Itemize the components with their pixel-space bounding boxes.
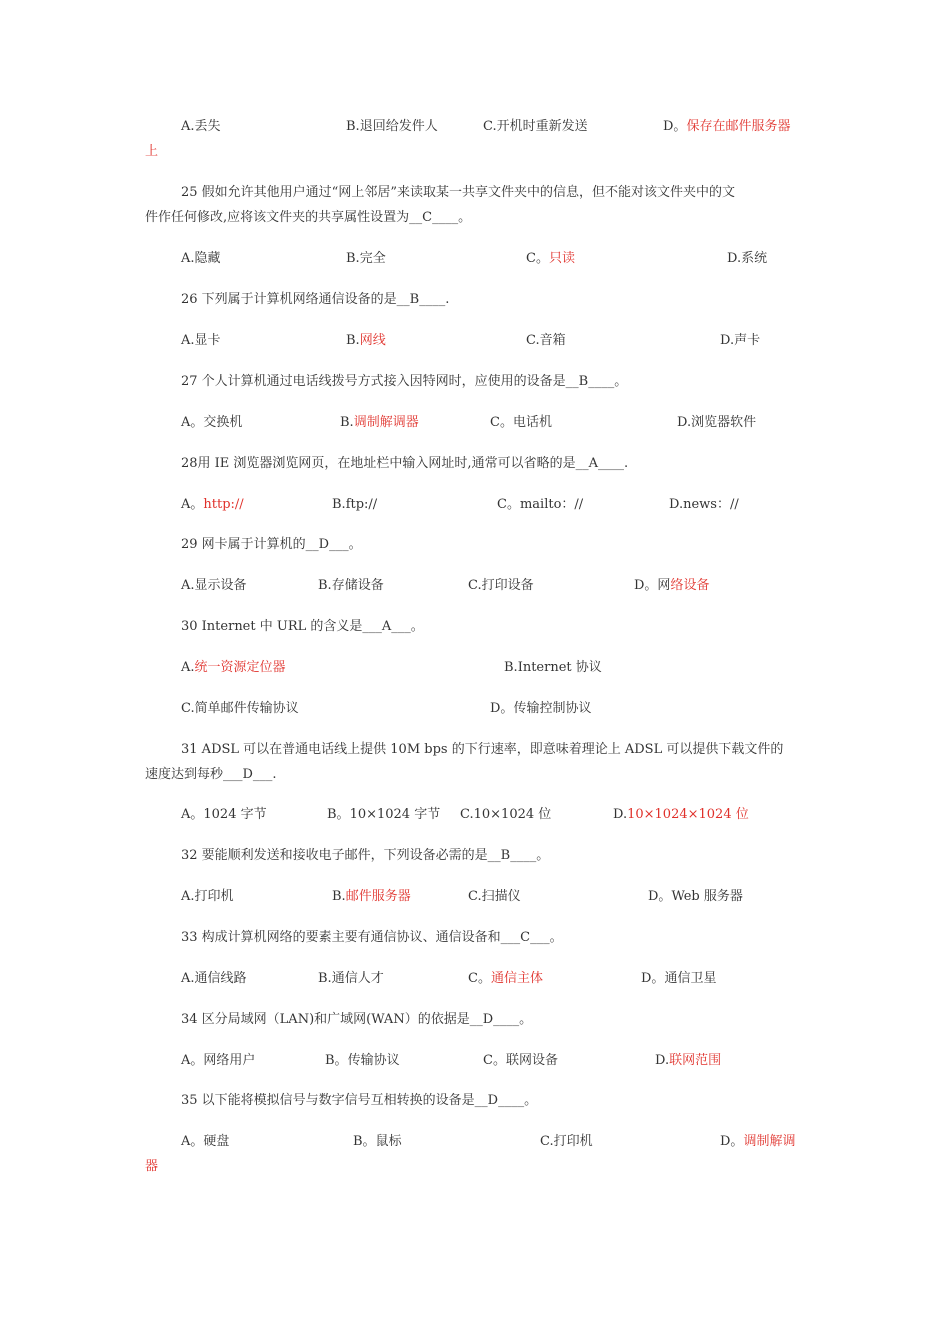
- q35-option-d: D。调制解调: [720, 1134, 796, 1149]
- q26-option-c: C.音箱: [526, 333, 566, 348]
- q30-option-a: A.统一资源定位器: [181, 660, 286, 675]
- q28-option-b: B.ftp://: [332, 497, 378, 512]
- q29-option-a: A.显示设备: [181, 578, 247, 593]
- q31-option-b: B。10×1024 字节: [327, 807, 441, 822]
- q25-option-a: A.隐藏: [181, 251, 221, 266]
- q28-option-d: D.news：//: [669, 497, 739, 512]
- q34-option-b: B。传输协议: [325, 1053, 400, 1068]
- q31-option-c: C.10×1024 位: [460, 807, 552, 822]
- q31-stem-line2: 速度达到每秒___D___.: [145, 767, 277, 782]
- q28-stem: 28用 IE 浏览器浏览网页，在地址栏中输入网址时,通常可以省略的是__A____.: [181, 456, 629, 471]
- q33-stem: 33 构成计算机网络的要素主要有通信协议、通信设备和___C___。: [181, 930, 563, 945]
- q28-option-c: C。mailto：//: [497, 497, 584, 512]
- q35-option-c: C.打印机: [540, 1134, 593, 1149]
- q32-option-b: B.邮件服务器: [332, 889, 411, 904]
- q34-option-c: C。联网设备: [483, 1053, 558, 1068]
- q33-option-d: D。通信卫星: [641, 971, 717, 986]
- q25-option-d: D.系统: [727, 251, 768, 266]
- q29-option-c: C.打印设备: [468, 578, 534, 593]
- q35-stem: 35 以下能将模拟信号与数字信号互相转换的设备是__D____。: [181, 1093, 538, 1108]
- q32-option-c: C.扫描仪: [468, 889, 521, 904]
- q34-stem: 34 区分局域网（LAN)和广域网(WAN）的依据是__D____。: [181, 1012, 533, 1027]
- q33-option-b: B.通信人才: [318, 971, 384, 986]
- q33-option-c: C。通信主体: [468, 971, 543, 986]
- q32-option-d: D。Web 服务器: [648, 889, 743, 904]
- q29-stem: 29 网卡属于计算机的__D___。: [181, 537, 362, 552]
- q25-option-c: C。只读: [526, 251, 575, 266]
- q24-option-b: B.退回给发件人: [346, 119, 438, 134]
- q32-stem: 32 要能顺利发送和接收电子邮件，下列设备必需的是__B____。: [181, 848, 550, 863]
- q27-stem: 27 个人计算机通过电话线拨号方式接入因特网时，应使用的设备是__B____。: [181, 374, 628, 389]
- q34-option-a: A。网络用户: [181, 1053, 256, 1068]
- q24-option-a: A.丢失: [181, 119, 221, 134]
- q26-stem: 26 下列属于计算机网络通信设备的是__B____.: [181, 292, 450, 307]
- q27-option-c: C。电话机: [490, 415, 552, 430]
- q24-option-d-wrap: 上: [145, 144, 159, 159]
- q25-option-b: B.完全: [346, 251, 386, 266]
- q31-stem-line1: 31 ADSL 可以在普通电话线上提供 10M bps 的下行速率，即意味着理论上 ADSL 可以提供下载文件的: [181, 742, 784, 757]
- q26-option-d: D.声卡: [720, 333, 761, 348]
- q30-stem: 30 Internet 中 URL 的含义是___A___。: [181, 619, 424, 634]
- q27-option-a: A。交换机: [181, 415, 243, 430]
- q28-option-a: A。http://: [181, 497, 244, 512]
- q25-stem-line1: 25 假如允许其他用户通过“网上邻居”来读取某一共享文件夹中的信息，但不能对该文件夹中的文: [181, 185, 735, 200]
- q24-option-d: D。保存在邮件服务器: [663, 119, 791, 134]
- q29-option-b: B.存储设备: [318, 578, 384, 593]
- q32-option-a: A.打印机: [181, 889, 234, 904]
- q35-option-d-wrap: 器: [145, 1159, 159, 1174]
- q30-option-c: C.简单邮件传输协议: [181, 701, 299, 716]
- q33-option-a: A.通信线路: [181, 971, 247, 986]
- q34-option-d: D.联网范围: [655, 1053, 722, 1068]
- q24-option-c: C.开机时重新发送: [483, 119, 588, 134]
- q29-option-d: D。网络设备: [634, 578, 710, 593]
- q27-option-b: B.调制解调器: [340, 415, 419, 430]
- q25-stem-line2: 件作任何修改,应将该文件夹的共享属性设置为__C____。: [145, 210, 472, 225]
- q27-option-d: D.浏览器软件: [677, 415, 757, 430]
- q30-option-d: D。传输控制协议: [490, 701, 592, 716]
- q35-option-b: B。鼠标: [353, 1134, 402, 1149]
- q30-option-b: B.Internet 协议: [504, 660, 602, 675]
- q35-option-a: A。硬盘: [181, 1134, 230, 1149]
- q26-option-b: B.网线: [346, 333, 386, 348]
- q31-option-d: D.10×1024×1024 位: [613, 807, 749, 822]
- q31-option-a: A。1024 字节: [181, 807, 267, 822]
- q26-option-a: A.显卡: [181, 333, 221, 348]
